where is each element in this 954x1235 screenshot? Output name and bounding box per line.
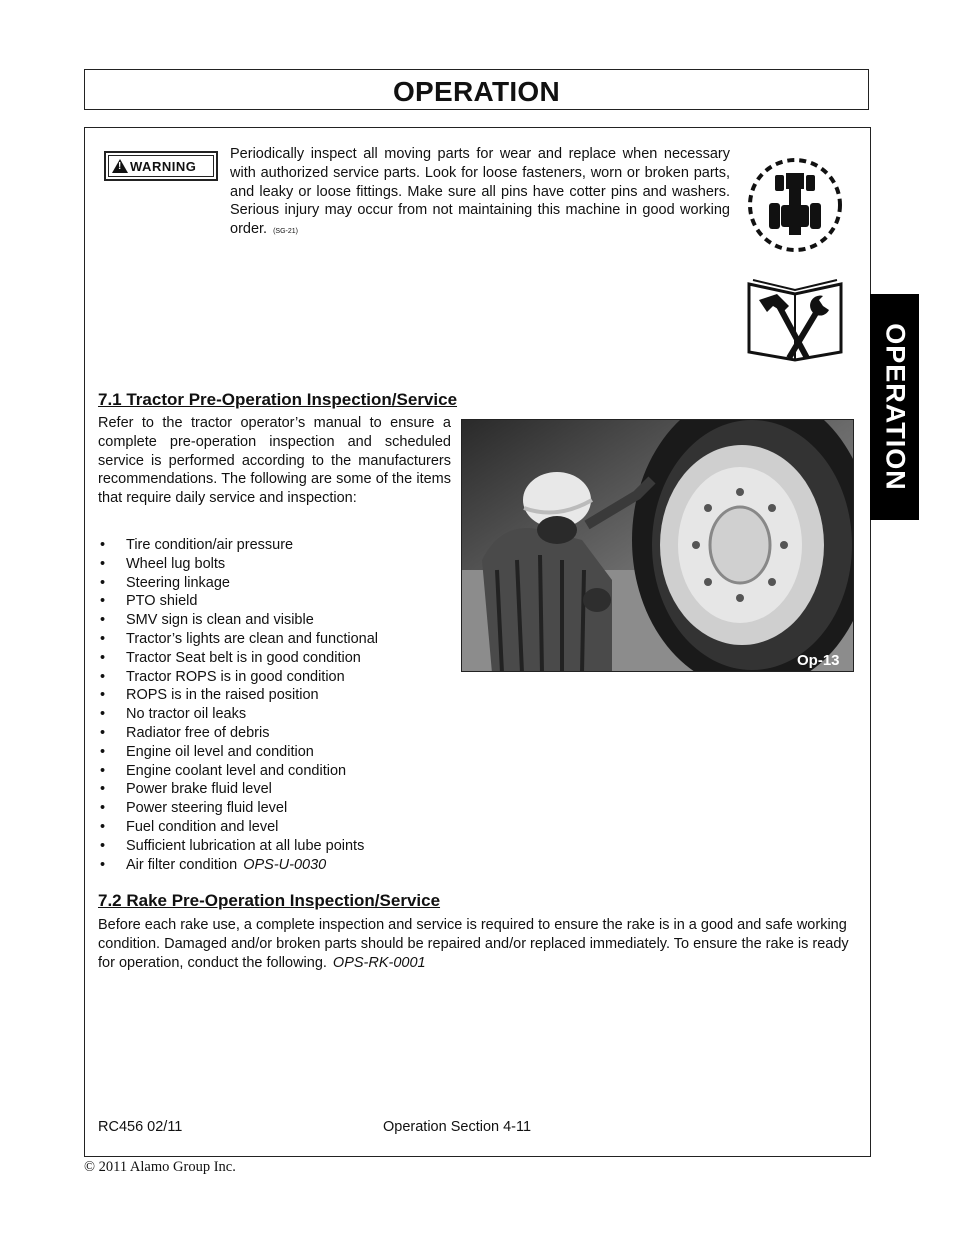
section2-text: Before each rake use, a complete inspection and service is required to ensure the rake is in a good and safe working condition. Damaged and/or broken parts should be repaired and/or replaced immediately. To ensure the rake is ready for operation, conduct the following. [98, 917, 849, 971]
list-item: • Steering linkage [98, 574, 378, 593]
section-side-tab [870, 294, 919, 520]
footer-section: Operation Section 4-11 [383, 1119, 532, 1135]
inspection-checklist [98, 536, 378, 874]
section1-ref: OPS-U-0030 [243, 856, 327, 873]
header-box [84, 69, 869, 110]
footer-model: RC456 02/11 [98, 1119, 183, 1135]
page-title: OPERATION [392, 76, 561, 107]
section2-ref: OPS-RK-0001 [332, 954, 426, 971]
list-item: • Engine coolant level and condition [98, 762, 378, 781]
list-item-text: Air filter condition [126, 856, 238, 873]
copyright: © 2011 Alamo Group Inc. [84, 1159, 236, 1175]
list-item: • ROPS is in the raised position [98, 686, 378, 705]
list-item: • Tractor’s lights are clean and functional [98, 630, 378, 649]
warning-text: Periodically inspect all moving parts for wear and replace when necessary with authorized service parts. Look for loose fasteners, worn or broken parts, and leaky or loose fittings. Make sure all pins have cotter pins and washers. Serious injury may occur from not maintaining this machine in good working order. [230, 146, 730, 238]
list-item-last [98, 856, 378, 875]
photo-label: Op-13 [797, 652, 840, 669]
list-item: • Sufficient lubrication at all lube points [98, 837, 378, 856]
list-item: • Tire condition/air pressure [98, 536, 378, 555]
list-item: • No tractor oil leaks [98, 705, 378, 724]
section1-heading: 7.1 Tractor Pre-Operation Inspection/Service [98, 390, 458, 409]
list-item: • PTO shield [98, 592, 378, 611]
list-item: • Engine oil level and condition [98, 743, 378, 762]
warning-triangle-icon: ! [112, 159, 128, 173]
list-item: • Power steering fluid level [98, 799, 378, 818]
photo-illustration [462, 420, 854, 672]
list-item: • Radiator free of debris [98, 724, 378, 743]
tire-inspection-photo [461, 419, 854, 672]
warning-badge [104, 151, 218, 181]
side-tab-label: OPERATION [880, 323, 910, 491]
list-item: • Fuel condition and level [98, 818, 378, 837]
section1-intro: Refer to the tractor operator’s manual to ensure a complete pre-operation inspection and scheduled service is performed according to the manufacturers recommendations. The following are some of the items that require daily service and inspection: [98, 415, 451, 507]
section2-heading: 7.2 Rake Pre-Operation Inspection/Service [98, 891, 441, 910]
list-item: • Tractor Seat belt is in good condition [98, 649, 378, 668]
section2-text-block [98, 916, 853, 972]
service-manual-icon [745, 272, 845, 362]
tractor-safety-icon [745, 155, 845, 255]
warning-badge-label: WARNING [130, 158, 197, 174]
list-item: • SMV sign is clean and visible [98, 611, 378, 630]
warning-code: (SG-21) [273, 228, 298, 236]
list-item: • Tractor ROPS is in good condition [98, 668, 378, 687]
list-item: • Power brake fluid level [98, 780, 378, 799]
warning-text-block [230, 145, 730, 242]
list-item: • Wheel lug bolts [98, 555, 378, 574]
